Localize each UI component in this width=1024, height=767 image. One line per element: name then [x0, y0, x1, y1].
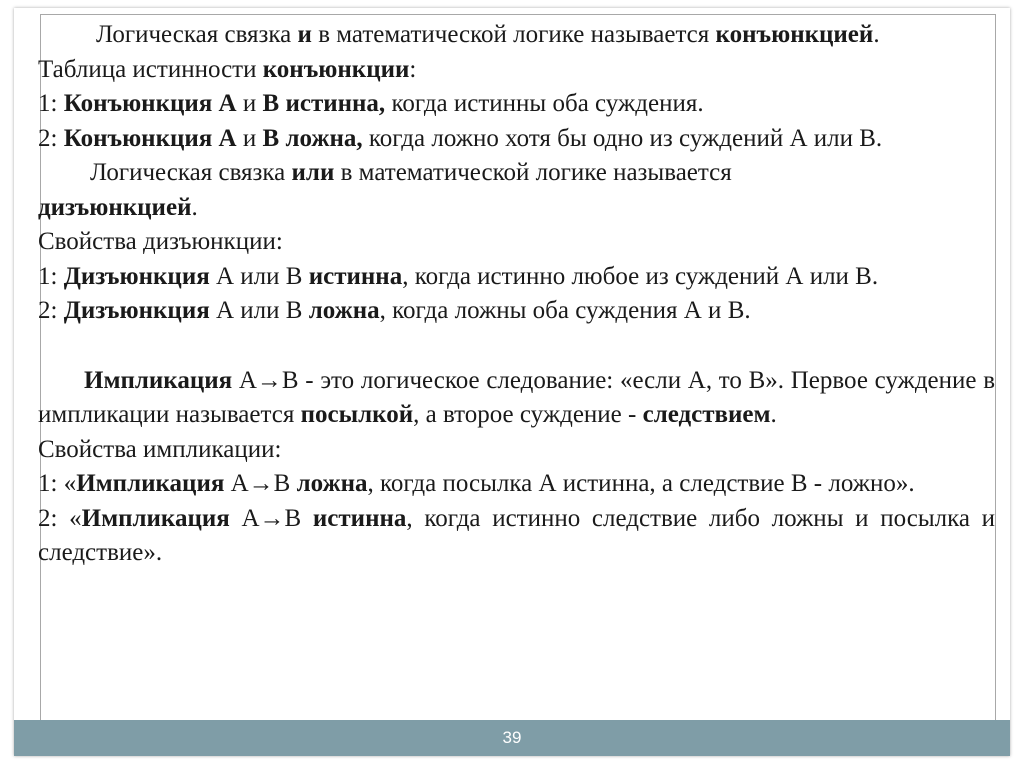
implication-definition: Импликация А→В - это логическое следование: «если А, то В». Первое суждение в импликации называется посылкой, а второе суждение - следствием.: [38, 366, 995, 428]
implication-properties-heading: Свойства импликации:: [38, 435, 282, 463]
disjunction-property-2: 2: Дизъюнкция А или В ложна, когда ложны оба суждения А и В.: [38, 297, 751, 324]
conjunction-definition: Логическая связка и в математической логике называется конъюнкцией.: [96, 21, 880, 48]
conjunction-property-1: 1: Конъюнкция А и В истинна, когда истинны оба суждения.: [38, 90, 704, 117]
page-number: 39: [502, 728, 522, 747]
section-spacer: [38, 329, 995, 364]
conjunction-table-heading: Таблица истинности конъюнкции:: [38, 55, 417, 83]
implication-property-2: 2: «Импликация А→В истинна, когда истинно следствие либо ложны и посылка и следствие».: [38, 504, 996, 566]
disjunction-properties-heading: Свойства дизъюнкции:: [38, 228, 283, 255]
implication-property-1: 1: «Импликация А→В ложна, когда посылка А истинна, а следствие В - ложно».: [38, 470, 915, 497]
disjunction-definition: Логическая связка или в математической логике называется дизъюнкцией.: [38, 159, 732, 221]
conjunction-property-2: 2: Конъюнкция А и В ложна, когда ложно хотя бы одно из суждений А или В.: [38, 124, 883, 152]
disjunction-property-1: 1: Дизъюнкция А или В истинна, когда истинно любое из суждений А или В.: [38, 262, 879, 290]
slide-footer-bar: [14, 720, 1010, 756]
slide-text: [38, 18, 995, 571]
